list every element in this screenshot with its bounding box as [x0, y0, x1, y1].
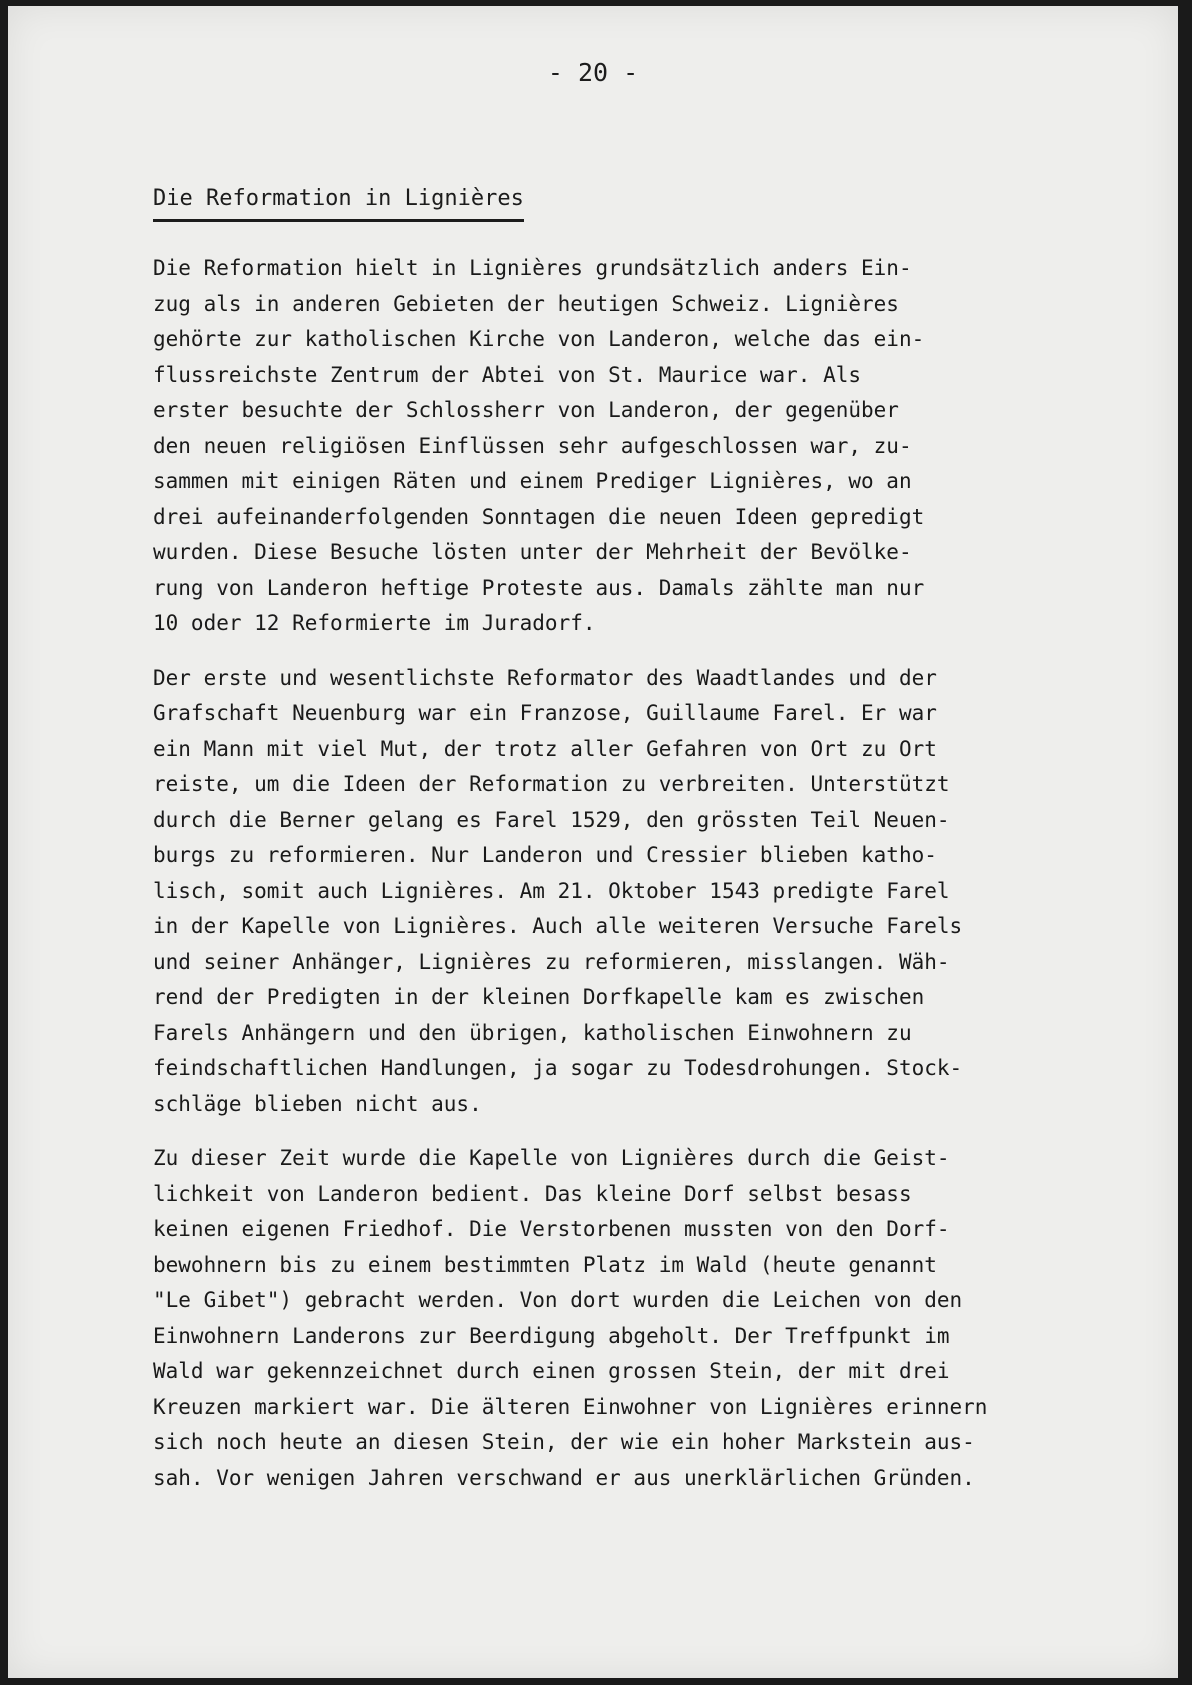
text-line: flussreichste Zentrum der Abtei von St. Maurice war. Als — [153, 362, 862, 387]
text-line: schläge blieben nicht aus. — [153, 1091, 482, 1116]
text-line: sich noch heute an diesen Stein, der wie ein hoher Markstein aus- — [153, 1430, 975, 1454]
text-line: lichkeit von Landeron bedient. Das kleine Dorf selbst besass — [153, 1181, 912, 1206]
text-line: lisch, somit auch Lignières. Am 21. Oktober 1543 predigte Farel — [153, 878, 950, 903]
paragraph-3 — [153, 1141, 1093, 1496]
body-text — [153, 251, 1093, 1515]
text-line: Die Reformation hielt in Lignières grundsätzlich anders Ein- — [153, 256, 912, 280]
text-line: sammen mit einigen Räten und einem Prediger Lignières, wo an — [153, 469, 912, 493]
text-line: bewohnern bis zu einem bestimmten Platz im Wald (heute genannt — [153, 1252, 937, 1277]
text-line: rung von Landeron heftige Proteste aus. Damals zählte man nur — [153, 575, 925, 600]
text-line: keinen eigenen Friedhof. Die Verstorbenen mussten von den Dorf- — [153, 1217, 950, 1241]
text-line: erster besuchte der Schlossherr von Landeron, der gegenüber — [153, 398, 899, 422]
text-line: gehörte zur katholischen Kirche von Landeron, welche das ein- — [153, 327, 925, 351]
text-line: Wald war gekennzeichnet durch einen grossen Stein, der mit drei — [153, 1359, 950, 1383]
text-line: Farels Anhängern und den übrigen, katholischen Einwohnern zu — [153, 1020, 912, 1045]
section-heading: Die Reformation in Lignières — [153, 186, 524, 222]
text-line: Zu dieser Zeit wurde die Kapelle von Lignières durch die Geist- — [153, 1146, 950, 1170]
text-line: Kreuzen markiert war. Die älteren Einwohner von Lignières erinnern — [153, 1394, 988, 1419]
document-page — [8, 6, 1178, 1678]
text-line: burgs zu reformieren. Nur Landeron und Cressier blieben katho- — [153, 843, 937, 867]
text-line: reiste, um die Ideen der Reformation zu verbreiten. Unterstützt — [153, 772, 950, 796]
text-line: den neuen religiösen Einflüssen sehr aufgeschlossen war, zu- — [153, 433, 912, 458]
text-line: durch die Berner gelang es Farel 1529, den grössten Teil Neuen- — [153, 807, 950, 832]
text-line: sah. Vor wenigen Jahren verschwand er aus unerklärlichen Gründen. — [153, 1465, 975, 1490]
text-line: "Le Gibet") gebracht werden. Von dort wurden die Leichen von den — [153, 1288, 963, 1312]
text-line: Einwohnern Landerons zur Beerdigung abgeholt. Der Treffpunkt im — [153, 1323, 950, 1348]
text-line: feindschaftlichen Handlungen, ja sogar zu Todesdrohungen. Stock- — [153, 1056, 963, 1080]
text-line: Grafschaft Neuenburg war ein Franzose, Guillaume Farel. Er war — [153, 701, 937, 725]
paragraph-2 — [153, 661, 1093, 1123]
text-line: rend der Predigten in der kleinen Dorfkapelle kam es zwischen — [153, 985, 925, 1009]
text-line: zug als in anderen Gebieten der heutigen Schweiz. Lignières — [153, 291, 899, 316]
paragraph-1 — [153, 251, 1093, 642]
text-line: drei aufeinanderfolgenden Sonntagen die neuen Ideen gepredigt — [153, 504, 925, 529]
page-number: - 20 - — [547, 58, 639, 87]
text-line: in der Kapelle von Lignières. Auch alle weiteren Versuche Farels — [153, 914, 963, 938]
text-line: Der erste und wesentlichste Reformator des Waadtlandes und der — [153, 665, 937, 690]
text-line: und seiner Anhänger, Lignières zu reformieren, misslangen. Wäh- — [153, 949, 950, 974]
text-line: 10 oder 12 Reformierte im Juradorf. — [153, 611, 596, 635]
text-line: wurden. Diese Besuche lösten unter der Mehrheit der Bevölke- — [153, 540, 912, 564]
text-line: ein Mann mit viel Mut, der trotz aller Gefahren von Ort zu Ort — [153, 736, 937, 761]
